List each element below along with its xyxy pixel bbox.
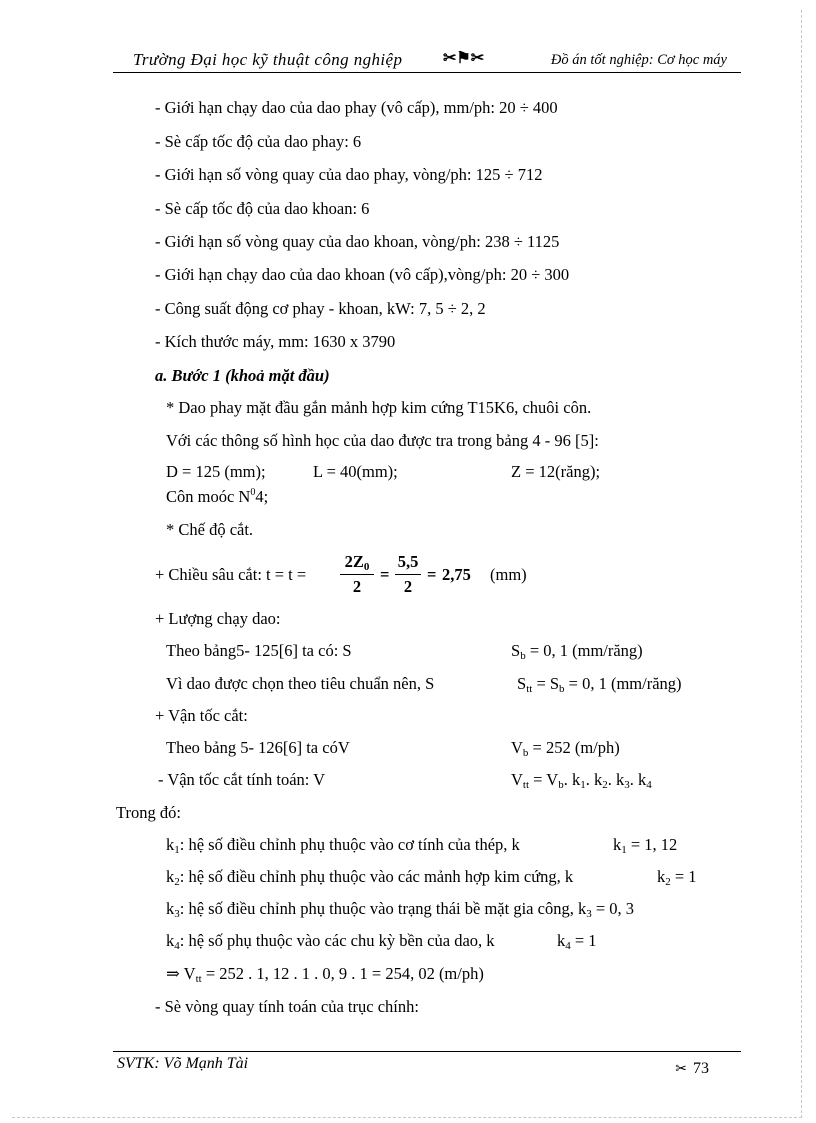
- result-v-sub: tt: [195, 973, 202, 985]
- depth-frac1-num-sub: 0: [363, 561, 370, 573]
- page-footer: [113, 1051, 741, 1082]
- k1-sub: 1: [580, 779, 586, 791]
- implies-arrow-icon: ⇒: [166, 964, 180, 983]
- param-l: L = 40(mm);: [313, 462, 398, 481]
- coef-rval: = 1, 12: [626, 835, 678, 854]
- k2-sub: 2: [602, 779, 608, 791]
- spec-line: - Công suất động cơ phay - khoan, kW: 7, 5 ÷ 2, 2: [155, 299, 486, 318]
- footer-page: [675, 1060, 709, 1078]
- coef-rval: = 0, 3: [591, 899, 635, 918]
- speed-calc-left: - Vận tốc cắt tính toán: V: [158, 770, 326, 789]
- feed-stt-sub: tt: [526, 683, 533, 695]
- coef-rk: k: [613, 835, 622, 854]
- page-header: [113, 48, 741, 73]
- tool-line: * Dao phay mặt đầu gắn mảnh hợp kim cứng T15K6, chuôi côn.: [166, 398, 592, 417]
- step-title: a. Bước 1 (khoả mặt đầu): [155, 366, 330, 385]
- scissors-icon: ✂: [675, 1062, 687, 1077]
- depth-frac2-den: 2: [403, 577, 413, 596]
- coef-rsub: 1: [621, 844, 627, 856]
- k4-sub: 4: [646, 779, 652, 791]
- header-project: Đồ án tốt nghiệp: Cơ học máy: [550, 52, 727, 68]
- header-ornament-icon: ✂⚑✂: [443, 50, 485, 67]
- coef-sub: 3: [174, 908, 180, 920]
- coef-sub: 4: [174, 940, 180, 952]
- taper-prefix: Côn moóc N: [166, 487, 251, 506]
- k3-sub: 3: [624, 779, 630, 791]
- feed-stt-value: = 0, 1 (mm/răng): [564, 674, 682, 693]
- feed-s: S: [511, 641, 521, 660]
- param-z: Z = 12(răng);: [511, 462, 601, 481]
- depth-label: + Chiều sâu cắt: t = t =: [155, 565, 307, 584]
- page-number: 73: [693, 1060, 709, 1077]
- coef-rval: = 1: [570, 931, 597, 950]
- coef-sub: 1: [174, 844, 180, 856]
- coef-k: k: [166, 899, 175, 918]
- where-label: Trong đó:: [116, 803, 181, 822]
- coefficient-line: [166, 899, 634, 919]
- feed-table-left: Theo bảng5- 125[6] ta có: S: [166, 641, 352, 660]
- depth-eq-2: =: [427, 565, 437, 584]
- coef-rsub: 4: [565, 940, 571, 952]
- k4: . k: [629, 770, 647, 789]
- coef-k: k: [166, 867, 175, 886]
- coef-text: : hệ số điều chỉnh phụ thuộc vào cơ tính của thép, k: [179, 835, 520, 854]
- feed-choose-left: Vì dao được chọn theo tiêu chuẩn nên, S: [166, 674, 435, 693]
- feed-sb: = S: [532, 674, 560, 693]
- taper-line: [166, 487, 268, 507]
- spec-line: - Giới hạn chạy dao của dao khoan (vô cấp),vòng/ph: 20 ÷ 300: [155, 265, 570, 284]
- coef-rk: k: [657, 867, 666, 886]
- depth-result: 2,75: [442, 565, 471, 584]
- taper-suffix: 4;: [255, 487, 269, 506]
- speed-v-value: = 252 (m/ph): [528, 738, 620, 757]
- coef-k: k: [166, 835, 175, 854]
- coefficient-line: [166, 835, 520, 855]
- spec-line: - Sè cấp tốc độ của dao phay: 6: [155, 132, 362, 151]
- coef-rsub: 3: [586, 908, 592, 920]
- spec-line: - Sè cấp tốc độ của dao khoan: 6: [155, 199, 370, 218]
- result-value: = 252 . 1, 12 . 1 . 0, 9 . 1 = 254, 02 (m/ph): [201, 964, 484, 983]
- vb-sub: b: [558, 779, 564, 791]
- depth-eq-1: =: [380, 565, 390, 584]
- result-v: V: [179, 964, 196, 983]
- coefficient-line: [166, 931, 495, 951]
- vtt-sub: tt: [522, 779, 530, 791]
- speed-v-sub: b: [522, 747, 529, 759]
- spindle-line: - Sè vòng quay tính toán của trục chính:: [155, 997, 419, 1016]
- k2: . k: [585, 770, 603, 789]
- param-d: D = 125 (mm);: [166, 462, 266, 481]
- coef-text: : hệ số điều chỉnh phụ thuộc vào các mảnh hợp kim cứng, k: [179, 867, 574, 886]
- feed-title: + Lượng chạy dao:: [155, 609, 281, 628]
- feed-s-value: = 0, 1 (mm/răng): [525, 641, 643, 660]
- header-school: Trường Đại học kỹ thuật công nghiệp: [133, 50, 403, 69]
- spec-line: - Giới hạn số vòng quay của dao khoan, vòng/ph: 238 ÷ 1125: [155, 232, 560, 251]
- depth-frac1-den: 2: [352, 577, 362, 596]
- coef-text: : hệ số điều chỉnh phụ thuộc vào trạng thái bề mặt gia công, k: [179, 899, 587, 918]
- feed-sb-sub: b: [559, 683, 565, 695]
- k3: . k: [607, 770, 625, 789]
- k1: . k: [563, 770, 581, 789]
- depth-fraction-1: [340, 552, 374, 597]
- spec-line: - Giới hạn chạy dao của dao phay (vô cấp), mm/ph: 20 ÷ 400: [155, 98, 558, 117]
- feed-s-sub: b: [520, 650, 526, 662]
- speed-title: + Vận tốc cắt:: [155, 706, 248, 725]
- geometry-line: Với các thông số hình học của dao được tra trong bảng 4 - 96 [5]:: [166, 431, 599, 450]
- coef-text: : hệ số phụ thuộc vào các chu kỳ bền của dao, k: [179, 931, 495, 950]
- depth-unit: (mm): [490, 565, 527, 584]
- speed-calc-right: [511, 770, 652, 790]
- speed-v: V: [511, 738, 523, 757]
- depth-fraction-2: [395, 552, 421, 597]
- speed-table-left: Theo bảng 5- 126[6] ta cóV: [166, 738, 350, 757]
- speed-table-right: [511, 738, 620, 758]
- vtt: V: [511, 770, 523, 789]
- coef-rk: k: [557, 931, 566, 950]
- spec-line: - Giới hạn số vòng quay của dao phay, vòng/ph: 125 ÷ 712: [155, 165, 543, 184]
- taper-sup: 0: [250, 487, 256, 498]
- depth-frac1-num: [340, 552, 374, 575]
- coefficient-value: [657, 867, 697, 887]
- coef-rval: = 1: [670, 867, 697, 886]
- feed-table-right: [511, 641, 643, 661]
- coefficient-value: [613, 835, 677, 855]
- depth-frac2-num: 5,5: [395, 552, 421, 575]
- coef-k: k: [166, 931, 175, 950]
- footer-author: SVTK: Võ Mạnh Tài: [117, 1055, 249, 1072]
- mode-line: * Chế độ cắt.: [166, 520, 254, 539]
- coef-sub: 2: [174, 876, 180, 888]
- depth-frac1-num-text: 2Z: [344, 552, 364, 571]
- coef-rsub: 2: [665, 876, 671, 888]
- vb: = V: [529, 770, 559, 789]
- coefficient-line: [166, 867, 573, 887]
- coefficient-value: [557, 931, 597, 951]
- feed-choose-right: [517, 674, 682, 694]
- spec-line: - Kích thước máy, mm: 1630 x 3790: [155, 332, 396, 351]
- feed-stt: S: [517, 674, 527, 693]
- result-line: [166, 964, 484, 984]
